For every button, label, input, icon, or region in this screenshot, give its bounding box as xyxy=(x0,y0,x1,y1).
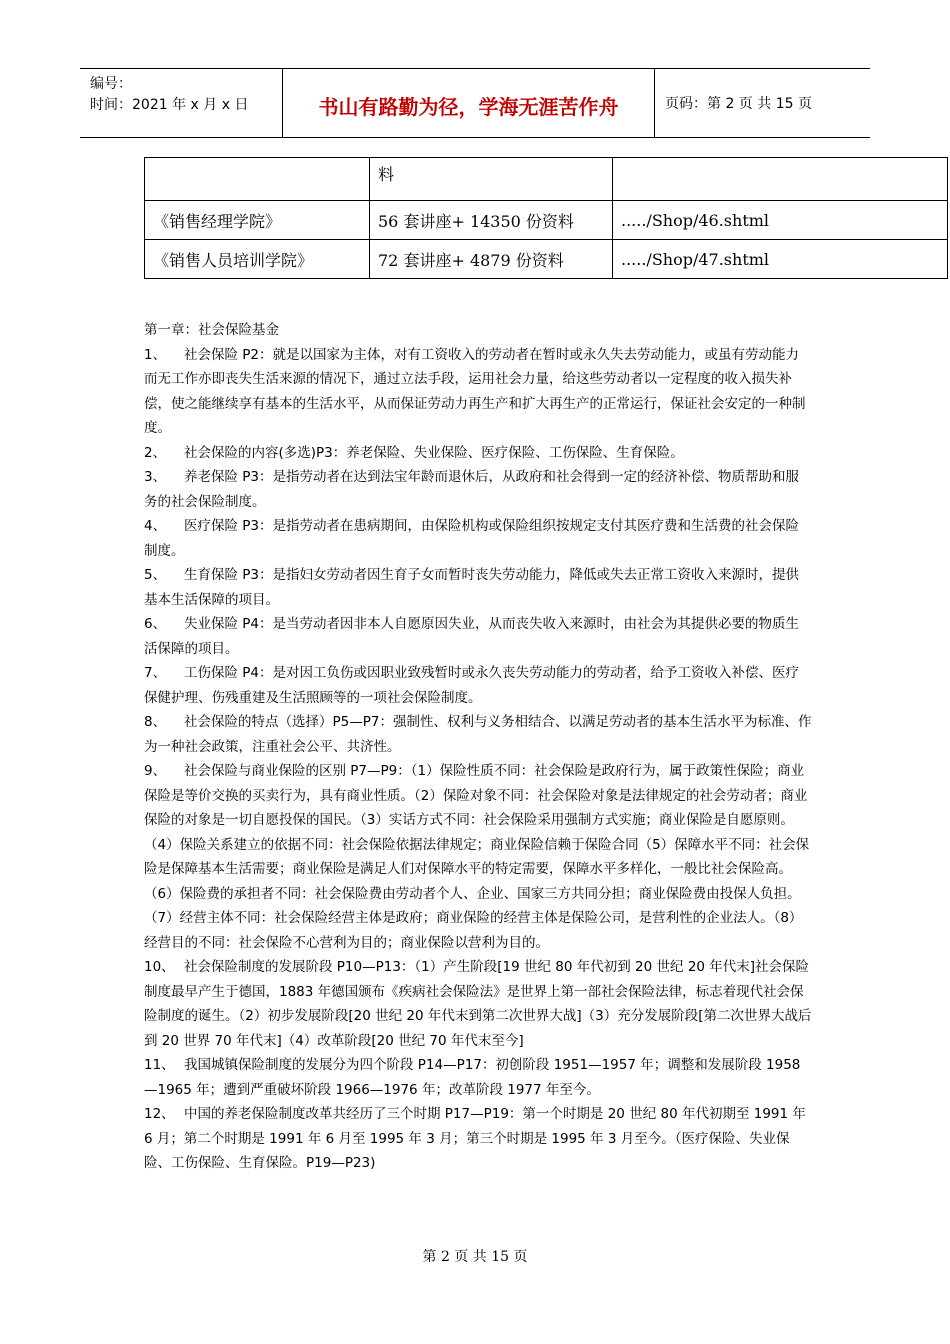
item-number: 2、 xyxy=(144,444,167,461)
item-text: 养老保险 P3：是指劳动者在达到法宝年龄而退休后，从政府和社会得到一定的经济补偿、物质帮助和服务的社会保险制度。 xyxy=(144,469,800,510)
table-cell xyxy=(613,158,948,201)
table-cell: 《销售经理学院》 xyxy=(145,201,370,240)
list-item xyxy=(144,1053,812,1102)
header-motto: 书山有路勤为径，学海无涯苦作舟 xyxy=(318,95,619,119)
list-item xyxy=(144,759,812,955)
table-row xyxy=(145,158,948,201)
item-number: 10、 xyxy=(144,959,175,975)
item-text: 生育保险 P3：是指妇女劳动者因生育子女而暂时丧失劳动能力，降低或失去正常工资收入来源时，提供基本生活保障的项目。 xyxy=(144,567,800,608)
list-item xyxy=(144,612,812,661)
item-number: 4、 xyxy=(144,518,167,534)
table-cell: 《销售人员培训学院》 xyxy=(145,240,370,279)
item-number: 12、 xyxy=(144,1106,175,1122)
list-item xyxy=(144,343,812,441)
item-number: 5、 xyxy=(144,567,167,583)
table-row xyxy=(145,201,948,240)
list-item xyxy=(144,514,812,563)
list-item xyxy=(144,661,812,710)
item-text: 社会保险的特点（选择）P5—P7：强制性、权利与义务相结合、以满足劳动者的基本生活水平为标准、作为一种社会政策，注重社会公平、共济性。 xyxy=(144,714,812,755)
document-body xyxy=(144,318,812,1176)
list-item xyxy=(144,710,812,759)
item-number: 9、 xyxy=(144,763,167,779)
table-cell: 72 套讲座+ 4879 份资料 xyxy=(370,240,613,279)
page-footer: 第 2 页 共 15 页 xyxy=(422,1249,528,1265)
document-id-label: 编号： xyxy=(90,76,132,92)
header-meta-cell xyxy=(80,69,283,137)
item-text: 我国城镇保险制度的发展分为四个阶段 P14—P17：初创阶段 1951—1957 年；调整和发展阶段 1958—1965 年；遭到严重破坏阶段 1966—1976 年；改革阶段 1977 年至今。 xyxy=(144,1057,801,1098)
table-cell xyxy=(145,158,370,201)
resource-table xyxy=(144,157,948,279)
table-cell: 料 xyxy=(370,158,613,201)
list-item xyxy=(144,955,812,1053)
list-item xyxy=(144,1102,812,1176)
item-number: 7、 xyxy=(144,665,167,681)
item-number: 11、 xyxy=(144,1057,175,1073)
item-text: 失业保险 P4：是当劳动者因非本人自愿原因失业，从而丧失收入来源时，由社会为其提供必要的物质生活保障的项目。 xyxy=(144,616,800,657)
list-item xyxy=(144,441,812,466)
item-number: 8、 xyxy=(144,714,167,730)
item-text: 社会保险与商业保险的区别 P7—P9：（1）保险性质不同：社会保险是政府行为，属于政策性保险；商业保险是等价交换的买卖行为，具有商业性质。（2）保险对象不同：社会保险对象是法律规定的社会劳动者；商业保险的对象是一切自愿投保的国民。（3）实话方式不同：社会保险采用强制方式实施；商业保险是自愿原则。（4）保险关系建立的依据不同：社会保险依据法律规定；商业保险信赖于保险合同（5）保障水平不同：社会保险是保障基本生活需要；商业保险是满足人们对保障水平的特定需要，保障水平多样化，一般比社会保险高。（6）保险费的承担者不同：社会保险费由劳动者个人、企业、国家三方共同分担；商业保险费由投保人负担。（7）经营主体不同：社会保险经营主体是政府；商业保险的经营主体是保险公司，是营利性的企业法人。（8）经营目的不同：社会保险不心营利为目的；商业保险以营利为目的。 xyxy=(144,763,810,951)
chapter-title: 第一章：社会保险基金 xyxy=(144,322,279,338)
table-cell-link[interactable]: ...../Shop/46.shtml xyxy=(613,201,948,240)
item-text: 社会保险制度的发展阶段 P10—P13：（1）产生阶段[19 世纪 80 年代初到 20 世纪 20 年代末]社会保险制度最早产生于德国，1883 年德国颁布《疾病社会保险法》是世界上第一部社会保险法律，标志着现代社会保险制度的诞生。（2）初步发展阶段[20 世纪 20 年代末到第二次世界大战]（3）充分发展阶段[第二次世界大战后到 20 世界 70 年代末]（4）改革阶段[20 世纪 70 年代末至今] xyxy=(144,959,812,1049)
item-number: 3、 xyxy=(144,469,167,485)
item-number: 1、 xyxy=(144,346,167,363)
header-page-info: 页码：第 2 页 共 15 页 xyxy=(665,96,812,112)
item-text: 中国的养老保险制度改革共经历了三个时期 P17—P19：第一个时期是 20 世纪 80 年代初期至 1991 年 6 月；第二个时期是 1991 年 6 月至 1995 年 3 月；第三个时期是 1995 年 3 月至今。（医疗保险、失业保险、工伤保险、生育保险。P19—P23) xyxy=(144,1106,806,1171)
page-header xyxy=(80,68,870,138)
item-text: 工伤保险 P4：是对因工负伤或因职业致残暂时或永久丧失劳动能力的劳动者，给予工资收入补偿、医疗保健护理、伤残重建及生活照顾等的一项社会保险制度。 xyxy=(144,665,800,706)
item-text: 社会保险的内容(多选)P3：养老保险、失业保险、医疗保险、工伤保险、生育保险。 xyxy=(184,444,684,461)
item-number: 6、 xyxy=(144,616,167,632)
table-cell: 56 套讲座+ 14350 份资料 xyxy=(370,201,613,240)
header-motto-cell xyxy=(283,69,655,137)
table-row xyxy=(145,240,948,279)
header-page-cell xyxy=(655,69,870,137)
table-cell-link[interactable]: ...../Shop/47.shtml xyxy=(613,240,948,279)
list-item xyxy=(144,465,812,514)
item-text: 医疗保险 P3：是指劳动者在患病期间，由保险机构或保险组织按规定支付其医疗费和生活费的社会保险制度。 xyxy=(144,518,800,559)
item-text: 社会保险 P2：就是以国家为主体，对有工资收入的劳动者在暂时或永久失去劳动能力，或虽有劳动能力而无工作亦即丧失生活来源的情况下，通过立法手段，运用社会力量，给这些劳动者以一定程度的收入损失补偿，使之能继续享有基本的生活水平，从而保证劳动力再生产和扩大再生产的正常运行，保证社会安定的一种制度。 xyxy=(144,346,806,436)
document-date-label: 时间：2021 年 x 月 x 日 xyxy=(90,97,249,113)
list-item xyxy=(144,563,812,612)
